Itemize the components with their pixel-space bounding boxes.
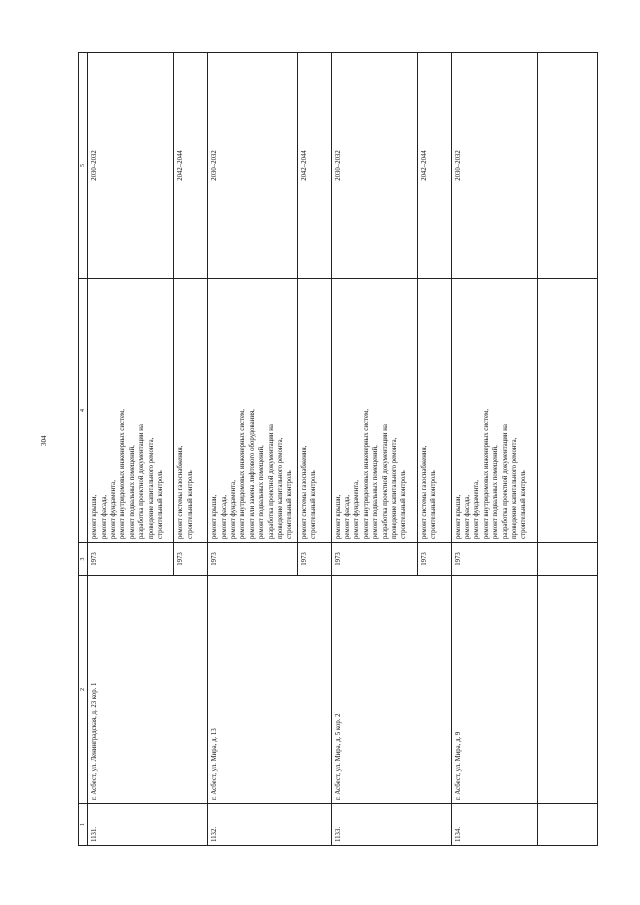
work-item: ремонт крыши, <box>454 494 462 539</box>
building-address: г. Асбест, ул. Мира, д. 5 кор. 2 <box>331 576 451 804</box>
repair-period: 2042–2044 <box>297 53 331 279</box>
work-item: разработка проектной документации на <box>138 424 146 539</box>
column-header: 2 <box>79 576 88 804</box>
work-item: ремонт крыши, <box>334 494 342 539</box>
work-item: разработка проектной документации на <box>381 424 389 539</box>
works-list <box>174 279 208 543</box>
repair-period: 2042–2044 <box>417 53 451 279</box>
empty-cell <box>537 576 597 804</box>
work-item: ремонт системы газоснабжения, <box>177 445 185 539</box>
work-item: ремонт подвальных помещений, <box>258 445 266 539</box>
build-year: 1973 <box>208 543 297 576</box>
work-item: проведение капитального ремонта, <box>276 437 284 539</box>
building-address: г. Асбест, ул. Мира, д. 9 <box>451 576 537 804</box>
build-year: 1973 <box>417 543 451 576</box>
work-item: проведение капитального ремонта, <box>147 437 155 539</box>
work-item: ремонт или замена лифтового оборудования, <box>248 409 256 539</box>
work-item: ремонт крыши, <box>211 494 219 539</box>
work-item: ремонт подвальных помещений, <box>128 445 136 539</box>
work-item: ремонт фундамента, <box>353 480 361 539</box>
works-list <box>208 279 297 543</box>
repair-schedule-table <box>78 52 598 846</box>
page-number: 304 <box>40 435 48 446</box>
work-item: ремонт фасада, <box>344 494 352 539</box>
work-item: ремонт подвальных помещений, <box>492 445 500 539</box>
table-row <box>451 53 537 846</box>
work-item: ремонт внутридомовых инженерных систем, <box>119 409 127 539</box>
works-list <box>331 279 417 543</box>
work-item: ремонт фундамента, <box>473 480 481 539</box>
table-row <box>208 53 297 846</box>
work-item: строительный контроль <box>286 470 294 539</box>
work-item: разработка проектной документации на <box>267 424 275 539</box>
building-address: г. Асбест, ул. Мира, д. 13 <box>208 576 331 804</box>
build-year: 1973 <box>331 543 417 576</box>
row-number: 1132. <box>208 804 331 846</box>
work-item: ремонт внутридомовых инженерных систем, <box>239 409 247 539</box>
works-list <box>88 279 174 543</box>
row-number: 1134. <box>451 804 537 846</box>
work-item: ремонт фасада, <box>220 494 228 539</box>
empty-cell <box>537 543 597 576</box>
work-item: ремонт фасада, <box>100 494 108 539</box>
work-item: строительный контроль <box>156 470 164 539</box>
work-item: строительный контроль <box>520 470 528 539</box>
building-address: г. Асбест, ул. Ленинградская, д. 23 кор. 1 <box>88 576 208 804</box>
column-header: 3 <box>79 543 88 576</box>
row-number: 1133. <box>331 804 451 846</box>
build-year: 1973 <box>174 543 208 576</box>
work-item: строительный контроль <box>310 470 318 539</box>
build-year: 1973 <box>88 543 174 576</box>
works-list <box>417 279 451 543</box>
work-item: строительный контроль <box>430 470 438 539</box>
work-item: проведение капитального ремонта, <box>390 437 398 539</box>
repair-period: 2042–2044 <box>174 53 208 279</box>
works-list <box>297 279 331 543</box>
repair-period: 2030–2032 <box>451 53 537 279</box>
work-item: проведение капитального ремонта, <box>510 437 518 539</box>
work-item: строительный контроль <box>400 470 408 539</box>
empty-row <box>537 53 597 846</box>
document-table-frame <box>78 78 598 846</box>
column-header: 4 <box>79 279 88 543</box>
column-header: 1 <box>79 804 88 846</box>
empty-cell <box>537 279 597 543</box>
column-header: 5 <box>79 53 88 279</box>
work-item: ремонт крыши, <box>91 494 99 539</box>
work-item: ремонт внутридомовых инженерных систем, <box>482 409 490 539</box>
work-item: строительный контроль <box>186 470 194 539</box>
repair-period: 2030–2032 <box>208 53 297 279</box>
empty-cell <box>537 804 597 846</box>
work-item: разработка проектной документации на <box>501 424 509 539</box>
repair-period: 2030–2032 <box>88 53 174 279</box>
table-row <box>331 53 417 846</box>
work-item: ремонт системы газоснабжения, <box>300 445 308 539</box>
empty-cell <box>537 53 597 279</box>
row-number: 1131. <box>88 804 208 846</box>
work-item: ремонт внутридомовых инженерных систем, <box>362 409 370 539</box>
works-list <box>451 279 537 543</box>
build-year: 1973 <box>297 543 331 576</box>
build-year: 1973 <box>451 543 537 576</box>
work-item: ремонт подвальных помещений, <box>372 445 380 539</box>
work-item: ремонт фундамента, <box>230 480 238 539</box>
work-item: ремонт фундамента, <box>110 480 118 539</box>
repair-period: 2030–2032 <box>331 53 417 279</box>
table-row <box>88 53 174 846</box>
work-item: ремонт системы газоснабжения, <box>420 445 428 539</box>
column-number-row <box>79 53 88 846</box>
work-item: ремонт фасада, <box>464 494 472 539</box>
